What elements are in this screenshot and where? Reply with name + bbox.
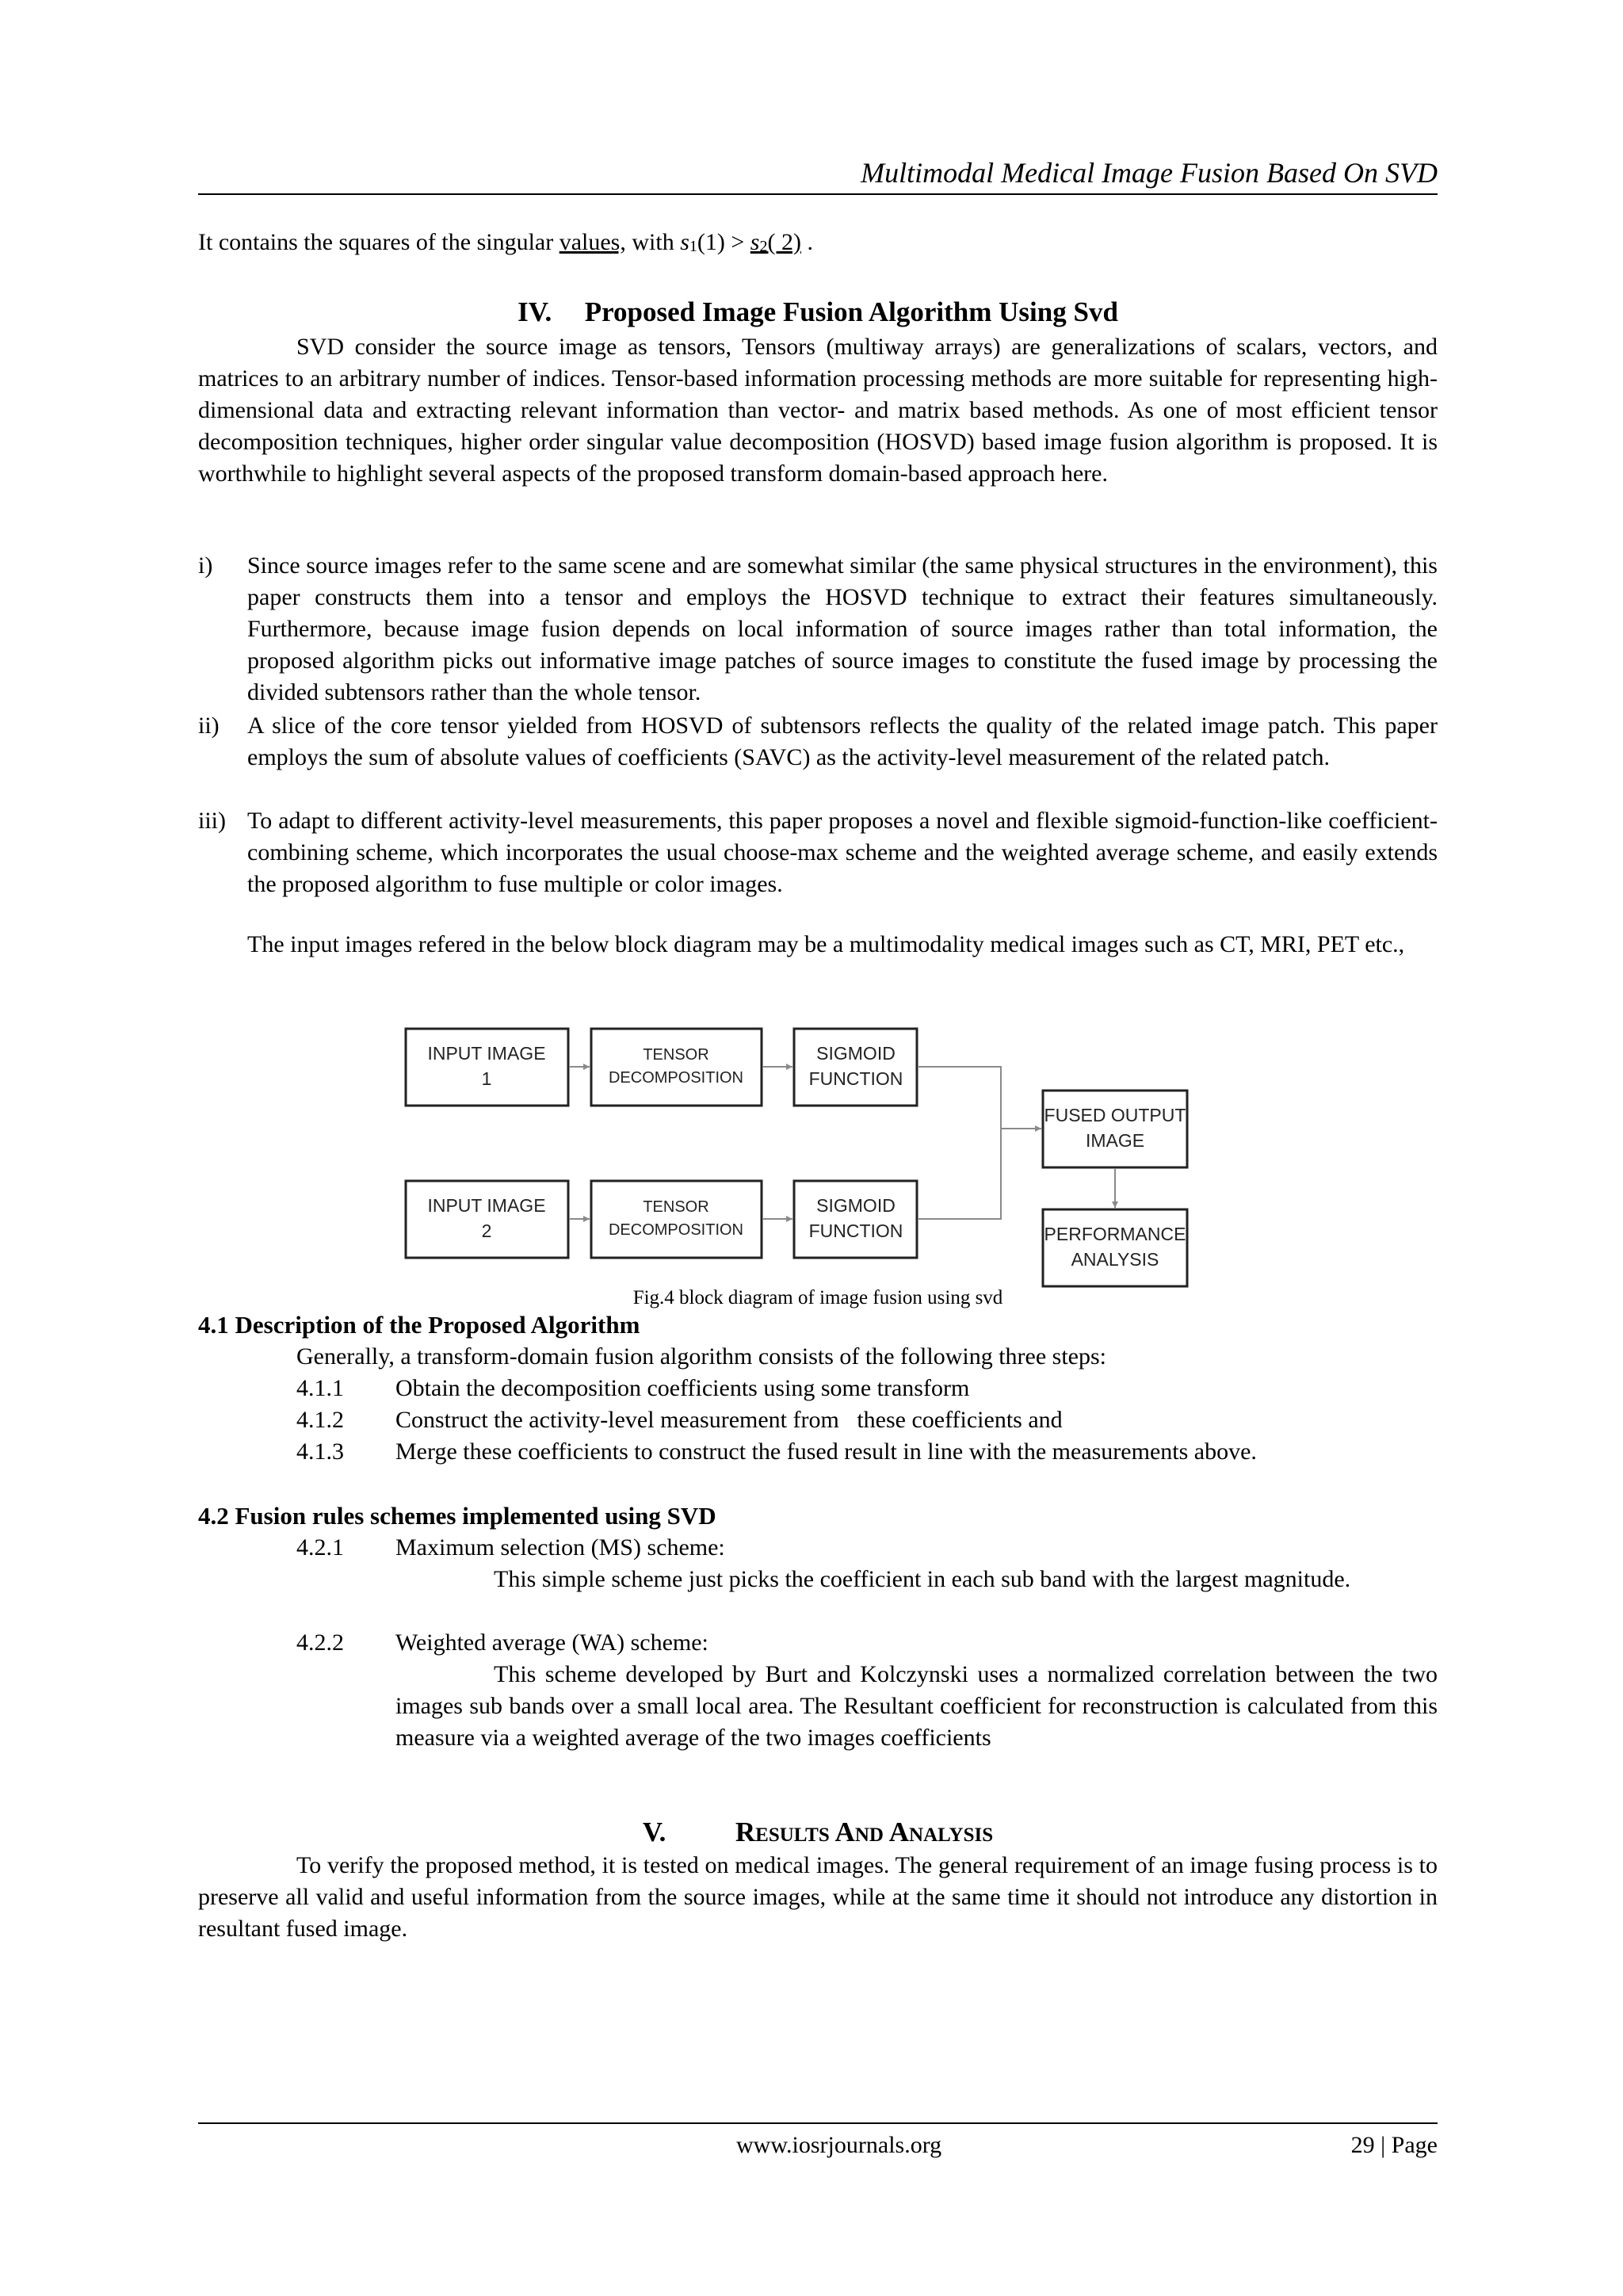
scheme-title: Maximum selection (MS) scheme: xyxy=(395,1534,725,1561)
input-image-1-number: 1 xyxy=(481,1068,492,1089)
tensor-1-label-2: DECOMPOSITION xyxy=(608,1069,744,1087)
merge-connector xyxy=(918,1067,1001,1219)
sigmoid-1-label-2: FUNCTION xyxy=(808,1068,903,1089)
section-4-heading xyxy=(198,295,1438,330)
scheme-title: Weighted average (WA) scheme: xyxy=(395,1629,708,1656)
tensor-decomposition-1-box xyxy=(591,1029,762,1106)
tensor-decomposition-2-box xyxy=(591,1181,762,1258)
scheme-number: 4.2.1 xyxy=(296,1534,344,1561)
list-item-text: A slice of the core tensor yielded from HOSVD of subtensors reflects the quality of the related image patch. This paper employs the sum of absolute values of coefficients (SAVC) as the activity-level measurement of the related patch. xyxy=(247,712,1438,770)
running-head: Multimodal Medical Image Fusion Based On SVD xyxy=(198,155,1438,195)
s2-subscript: 2 xyxy=(759,238,768,255)
input-images-paragraph: The input images refered in the below block diagram may be a multimodality medical images such as CT, MRI, PET etc., xyxy=(247,931,1405,957)
s1-symbol: s xyxy=(680,229,689,255)
list-item xyxy=(198,805,1438,900)
footer-website: www.iosrjournals.org xyxy=(736,2132,942,2158)
input-image-1-label: INPUT IMAGE xyxy=(427,1043,546,1064)
list-item-number: iii) xyxy=(198,808,226,834)
sigmoid-2-label-2: FUNCTION xyxy=(808,1221,903,1241)
list-item xyxy=(198,550,1438,709)
intro-with: with xyxy=(625,229,681,255)
fused-output-image-box xyxy=(1043,1091,1187,1167)
list-item-number: ii) xyxy=(198,712,220,739)
step-number: 4.1.3 xyxy=(296,1438,344,1465)
list-item-text: To adapt to different activity-level measurements, this paper proposes a novel and flexible sigmoid-function-like coefficient-combining scheme, which incorporates the usual choose-max scheme and the weighted average scheme, and easily extends the proposed algorithm to fuse multiple or color images. xyxy=(247,808,1438,897)
footer-rule xyxy=(198,2122,1438,2124)
intro-line xyxy=(198,227,813,262)
tensor-1-label: TENSOR xyxy=(643,1046,709,1064)
scheme-number: 4.2.2 xyxy=(296,1629,344,1656)
section-5-paragraph: To verify the proposed method, it is tested on medical images. The general requirement of an image fusing process is to preserve all valid and useful information from the source images, while at the same time it should not introduce any distortion in resultant fused image. xyxy=(198,1852,1438,1942)
step-number: 4.1.1 xyxy=(296,1375,344,1401)
intro-end: . xyxy=(800,229,813,255)
sigmoid-2-label: SIGMOID xyxy=(816,1195,896,1216)
intro-underlined-word: values, xyxy=(559,229,626,255)
section-5-heading xyxy=(198,1815,1438,1850)
section-4-title: Proposed Image Fusion Algorithm Using Svd xyxy=(584,296,1118,327)
s1-argument: (1) > xyxy=(697,229,750,255)
list-item xyxy=(198,710,1438,774)
subsection-4-1-intro: Generally, a transform-domain fusion algorithm consists of the following three steps: xyxy=(296,1343,1106,1370)
fused-output-label-2: IMAGE xyxy=(1085,1130,1145,1151)
section-5-title: Results And Analysis xyxy=(735,1817,994,1847)
performance-analysis-box xyxy=(1043,1209,1187,1286)
s2-argument: ( 2) xyxy=(767,229,801,255)
list-item-number: i) xyxy=(198,552,213,579)
tensor-2-label-2: DECOMPOSITION xyxy=(608,1221,744,1239)
input-image-1-box xyxy=(406,1029,568,1106)
list-item-text: Since source images refer to the same scene and are somewhat similar (the same physical structures in the environment), this paper constructs them into a tensor and employs the HOSVD technique to extract their features simultaneously. Furthermore, because image fusion depends on local information of source images rather than total information, the proposed algorithm picks out informative image patches of source images to constitute the fused image by processing the divided subtensors rather than the whole tensor. xyxy=(247,552,1438,705)
sigmoid-function-2-box xyxy=(794,1181,917,1258)
subsection-4-2-title: 4.2 Fusion rules schemes implemented using SVD xyxy=(198,1502,716,1530)
sigmoid-function-1-box xyxy=(794,1029,917,1106)
input-image-2-label: INPUT IMAGE xyxy=(427,1195,546,1216)
section-4-paragraph: SVD consider the source image as tensors, Tensors (multiway arrays) are generalizations of scalars, vectors, and matrices to an arbitrary number of indices. Tensor-based information processing methods are more suitable for representing high-dimensional data and extracting relevant information than vector- and matrix based methods. As one of most efficient tensor decomposition techniques, higher order singular value decomposition (HOSVD) based image fusion algorithm is proposed. It is worthwhile to highlight several aspects of the proposed transform domain-based approach here. xyxy=(198,334,1438,487)
section-5-number: V. xyxy=(642,1817,666,1847)
section-4-number: IV. xyxy=(517,296,552,327)
scheme-4-2-1-description: This simple scheme just picks the coefficient in each sub band with the largest magnitude. xyxy=(494,1566,1351,1592)
figure-caption: Fig.4 block diagram of image fusion using svd xyxy=(632,1287,1003,1308)
scheme-4-2-2-description: This scheme developed by Burt and Kolczynski uses a normalized correlation between the two images sub bands over a small local area. The Resultant coefficient for reconstruction is calculated from this measure via a weighted average of the two images coefficients xyxy=(395,1661,1438,1751)
input-image-2-box xyxy=(406,1181,568,1258)
intro-text: It contains the squares of the singular xyxy=(198,229,559,255)
input-image-2-number: 2 xyxy=(481,1221,492,1241)
footer-page-number: 29 | Page xyxy=(1350,2132,1438,2158)
tensor-2-label: TENSOR xyxy=(643,1198,709,1216)
step-number: 4.1.2 xyxy=(296,1407,344,1433)
step-text: Obtain the decomposition coefficients using some transform xyxy=(395,1375,970,1401)
performance-label: PERFORMANCE xyxy=(1044,1224,1186,1244)
step-text: Construct the activity-level measurement from these coefficients and xyxy=(395,1407,1063,1433)
subsection-4-1-title: 4.1 Description of the Proposed Algorithm xyxy=(198,1311,640,1339)
step-text: Merge these coefficients to construct the fused result in line with the measurements above. xyxy=(395,1438,1257,1465)
s2-symbol: s xyxy=(750,229,760,255)
fused-output-label: FUSED OUTPUT xyxy=(1044,1105,1186,1125)
s1-subscript: 1 xyxy=(689,238,697,255)
sigmoid-1-label: SIGMOID xyxy=(816,1043,896,1064)
block-diagram xyxy=(396,1018,1252,1296)
performance-label-2: ANALYSIS xyxy=(1071,1249,1159,1270)
